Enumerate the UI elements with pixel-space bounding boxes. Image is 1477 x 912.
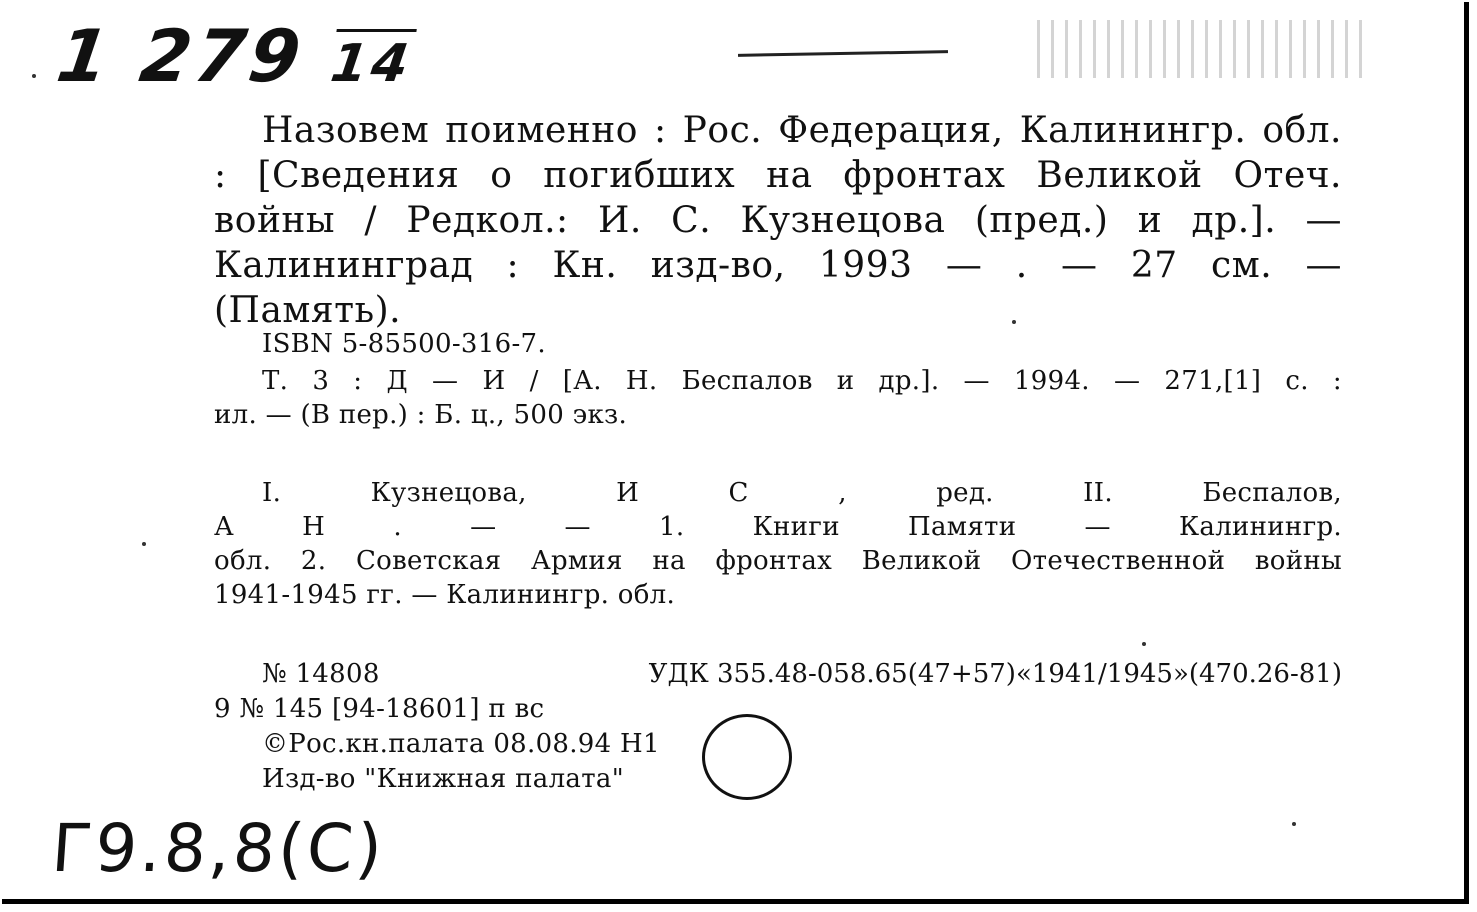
title-line: войны / Редкол.: И. С. Кузнецова (пред.) и др.]. —: [214, 200, 1342, 241]
subject-block: [214, 476, 1342, 612]
footer-block: [214, 657, 660, 797]
subject-line: 1941-1945 гг. — Калинингр. обл.: [214, 580, 676, 610]
ink-speck: [1012, 320, 1016, 324]
udk-code: УДК 355.48-058.65(47+57)«1941/1945»(470.26-81): [648, 659, 1342, 689]
ink-speck: [142, 542, 146, 546]
ink-speck: [1292, 822, 1296, 826]
title-line: : [Сведения о погибших на фронтах Великой Отеч.: [214, 155, 1342, 196]
volume-block: [214, 364, 1342, 432]
ink-speck: [32, 74, 36, 78]
subject-line: А Н . — — 1. Книги Памяти — Калинингр.: [214, 512, 1342, 542]
faded-stamp-smudge: [1037, 20, 1367, 78]
shelfmark-fraction: 14: [327, 29, 417, 94]
order-line: 9 № 145 [94-18601] п вс: [214, 694, 545, 724]
volume-line: ил. — (В пер.) : Б. ц., 500 экз.: [214, 400, 628, 430]
handwritten-classmark: Г9.8,8(С): [49, 810, 388, 887]
handwritten-shelfmark: [52, 14, 419, 98]
title-line: (Память).: [214, 290, 402, 331]
volume-line: Т. 3 : Д — И / [А. Н. Беспалов и др.]. — 1994. — 271,[1] с. :: [262, 366, 1342, 396]
shelfmark-number: 1 279: [52, 14, 310, 98]
title-block: [214, 108, 1342, 333]
copyright-line: ©Рос.кн.палата 08.08.94 Н1: [262, 729, 660, 759]
title-line: Калининград : Кн. изд-во, 1993 — . — 27 см. —: [214, 245, 1342, 286]
pencil-dash-mark: [738, 50, 948, 57]
subject-line: обл. 2. Советская Армия на фронтах Великой Отечественной войны: [214, 546, 1342, 576]
publisher-line: Изд-во "Книжная палата": [262, 764, 624, 794]
isbn-line: ISBN 5-85500-316-7.: [262, 329, 546, 359]
circle-stamp-icon: [702, 714, 792, 800]
title-line: Назовем поименно : Рос. Федерация, Калинингр. обл.: [262, 110, 1342, 151]
isbn-block: [214, 327, 1342, 361]
record-number: № 14808: [262, 659, 380, 689]
subject-line: I. Кузнецова, И С , ред. II. Беспалов,: [262, 478, 1342, 508]
catalog-card: [2, 2, 1469, 904]
ink-speck: [1142, 642, 1146, 646]
